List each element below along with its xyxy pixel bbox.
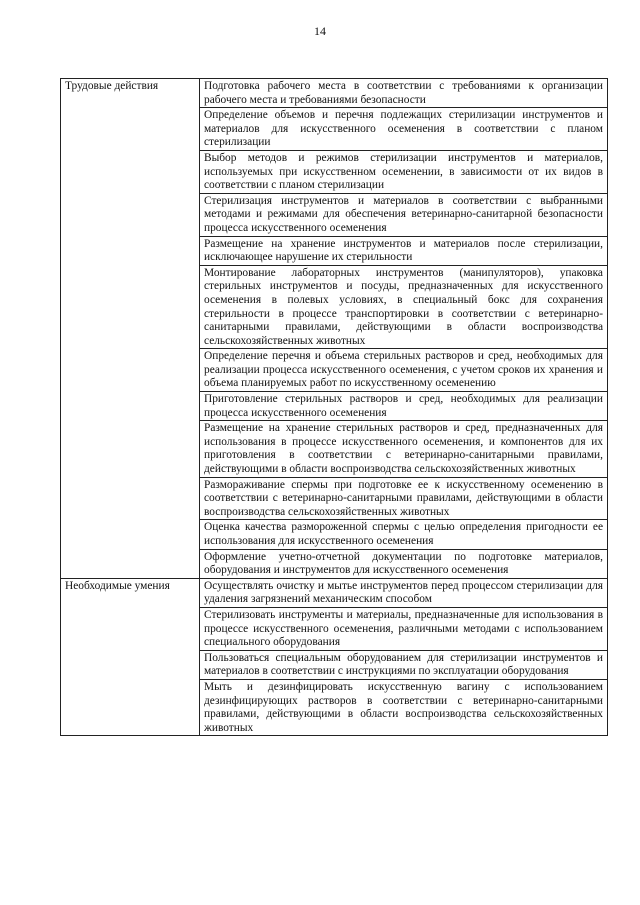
requirement-text: Стерилизовать инструменты и материалы, предназначенные для использования в процессе искусственного осеменения, различными методами с использованием специального оборудования: [200, 607, 608, 650]
requirement-text: Мыть и дезинфицировать искусственную вагину с использованием дезинфицирующих растворов в соответствии с ветеринарно-санитарными правилами, действующими в области воспроизводства сельскохозяйственных животных: [200, 679, 608, 735]
requirement-text: Подготовка рабочего места в соответствии с требованиями к организации рабочего места и требованиями безопасности: [200, 79, 608, 108]
page-number: 14: [314, 24, 326, 38]
requirement-text: Выбор методов и режимов стерилизации инструментов и материалов, используемых при искусственном осеменении, в зависимости от их видов в соответствии с планом стерилизации: [200, 150, 608, 193]
requirements-table: [60, 78, 608, 736]
table-row: [61, 79, 608, 108]
requirement-text: Определение перечня и объема стерильных растворов и сред, необходимых для реализации процесса искусственного осеменения, с учетом сроков их хранения и объема планируемых работ по искусственному осеменению: [200, 349, 608, 392]
requirement-text: Стерилизация инструментов и материалов в соответствии с выбранными методами и режимами для обеспечения ветеринарно-санитарной безопасности процесса искусственного осеменения: [200, 193, 608, 236]
requirement-text: Осуществлять очистку и мытье инструментов перед процессом стерилизации для удаления загрязнений механическим способом: [200, 578, 608, 607]
requirement-text: Оценка качества размороженной спермы с целью определения пригодности ее использования для искусственного осеменения: [200, 520, 608, 549]
section-label: Трудовые действия: [61, 79, 200, 579]
requirement-text: Размораживание спермы при подготовке ее к искусственному осеменению в соответствии с ветеринарно-санитарными правилами, действующими в области воспроизводства сельскохозяйственных животных: [200, 477, 608, 520]
requirement-text: Определение объемов и перечня подлежащих стерилизации инструментов и материалов для искусственного осеменения в соответствии с планом стерилизации: [200, 108, 608, 151]
requirement-text: Размещение на хранение инструментов и материалов после стерилизации, исключающее нарушение их стерильности: [200, 236, 608, 265]
requirement-text: Оформление учетно-отчетной документации по подготовке материалов, оборудования и инструментов для искусственного осеменения: [200, 549, 608, 578]
requirement-text: Приготовление стерильных растворов и сред, необходимых для реализации процесса искусственного осеменения: [200, 392, 608, 421]
section-label: Необходимые умения: [61, 578, 200, 736]
requirement-text: Пользоваться специальным оборудованием для стерилизации инструментов и материалов в соответствии с инструкциями по эксплуатации оборудования: [200, 650, 608, 679]
requirement-text: Размещение на хранение стерильных растворов и сред, предназначенных для использования в процессе искусственного осеменения, и компонентов для их приготовления в соответствии с ветеринарно-санитарными правилами, действующими в области воспроизводства сельскохозяйственных животных: [200, 421, 608, 477]
table-row: [61, 578, 608, 607]
requirement-text: Монтирование лабораторных инструментов (манипуляторов), упаковка стерильных инструментов и посуды, предназначенных для искусственного осеменения в полевых условиях, в специальный бокс для сохранения стерильности в процессе транспортировки в соответствии с ветеринарно-санитарными правилами, действующими в области воспроизводства сельскохозяйственных животных: [200, 265, 608, 349]
